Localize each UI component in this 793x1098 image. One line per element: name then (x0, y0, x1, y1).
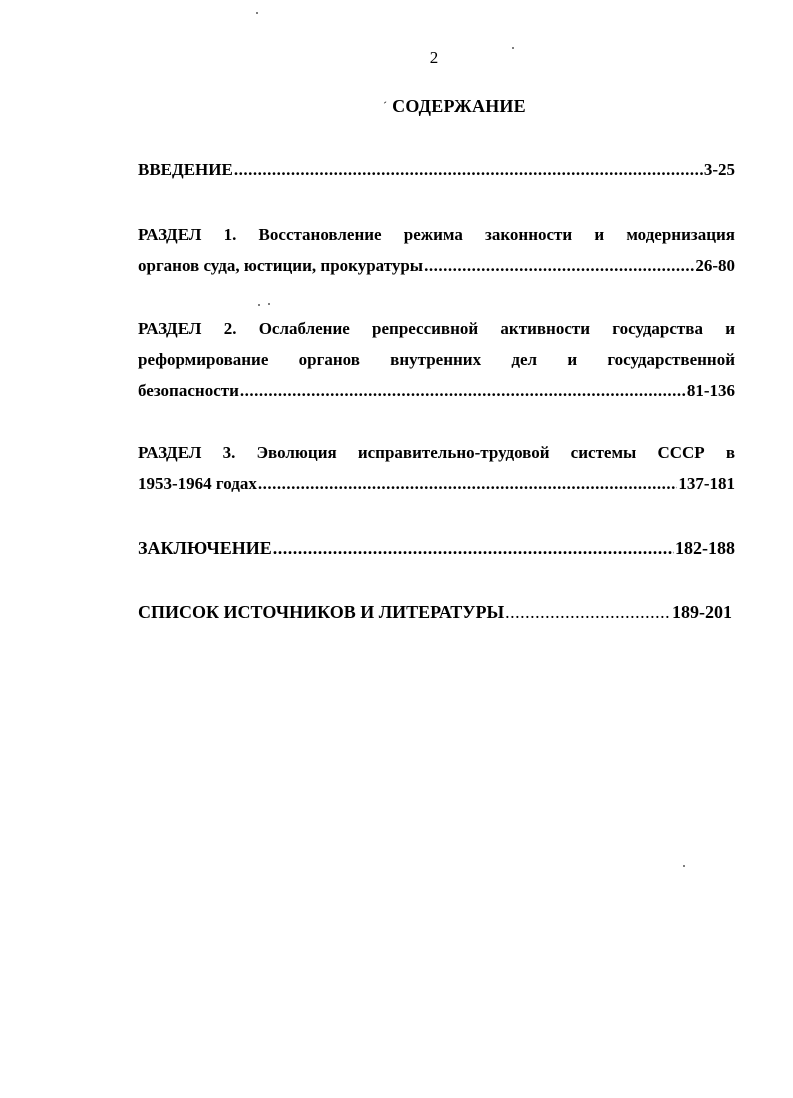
toc-entry-bibliography[interactable] (138, 597, 732, 628)
toc-leader-dots (258, 468, 678, 499)
toc-entry-title: ЗАКЛЮЧЕНИЕ (138, 538, 272, 558)
toc-entry-pages: 189-201 (672, 602, 732, 622)
toc-entry-pages: 26-80 (695, 256, 735, 275)
toc-entry-pages: 3-25 (703, 160, 735, 179)
toc-line (138, 533, 735, 564)
scan-speck (683, 865, 685, 867)
scan-speck (512, 47, 514, 49)
toc-line: РАЗДЕЛ 2. Ослабление репрессивной активности государства и (138, 319, 735, 338)
toc-entry-section-3[interactable] (138, 437, 735, 499)
toc-leader-dots (505, 597, 671, 628)
toc-entry-title: ВВЕДЕНИЕ (138, 160, 233, 179)
toc-entry-pages: 137-181 (678, 474, 735, 493)
toc-entry-title: 1953-1964 годах (138, 474, 257, 493)
toc-leader-dots (424, 250, 694, 281)
toc-entry-title: безопасности (138, 381, 239, 400)
toc-line: РАЗДЕЛ 1. Восстановление режима законности и модернизация (138, 225, 735, 244)
scan-mark: ˊ (383, 99, 387, 113)
toc-entry-conclusion[interactable] (138, 533, 735, 564)
toc-line: РАЗДЕЛ 3. Эволюция исправительно-трудовой системы СССР в (138, 443, 735, 462)
toc-leader-dots (240, 375, 686, 406)
toc-entry-title: органов суда, юстиции, прокуратуры (138, 256, 424, 275)
scan-speck (256, 12, 258, 14)
toc-line (138, 597, 732, 628)
toc-line (138, 250, 735, 281)
toc-line (138, 468, 735, 499)
scan-speck (258, 304, 260, 306)
toc-entry-section-2[interactable] (138, 313, 735, 406)
toc-line (138, 375, 735, 406)
toc-entry-section-1[interactable] (138, 219, 735, 281)
toc-line: реформирование органов внутренних дел и государственной (138, 350, 735, 369)
toc-entry-title: СПИСОК ИСТОЧНИКОВ И ЛИТЕРАТУРЫ (138, 602, 505, 622)
page-title: СОДЕРЖАНИЕ (392, 96, 526, 116)
toc-line (138, 154, 735, 185)
toc-leader-dots (234, 154, 703, 185)
toc-entry-pages: 182-188 (675, 538, 735, 558)
scan-speck (268, 303, 270, 305)
toc-entry-pages: 81-136 (686, 381, 735, 400)
toc-entry-introduction[interactable] (138, 154, 735, 185)
page-number: 2 (429, 48, 439, 67)
toc-leader-dots (273, 533, 674, 564)
